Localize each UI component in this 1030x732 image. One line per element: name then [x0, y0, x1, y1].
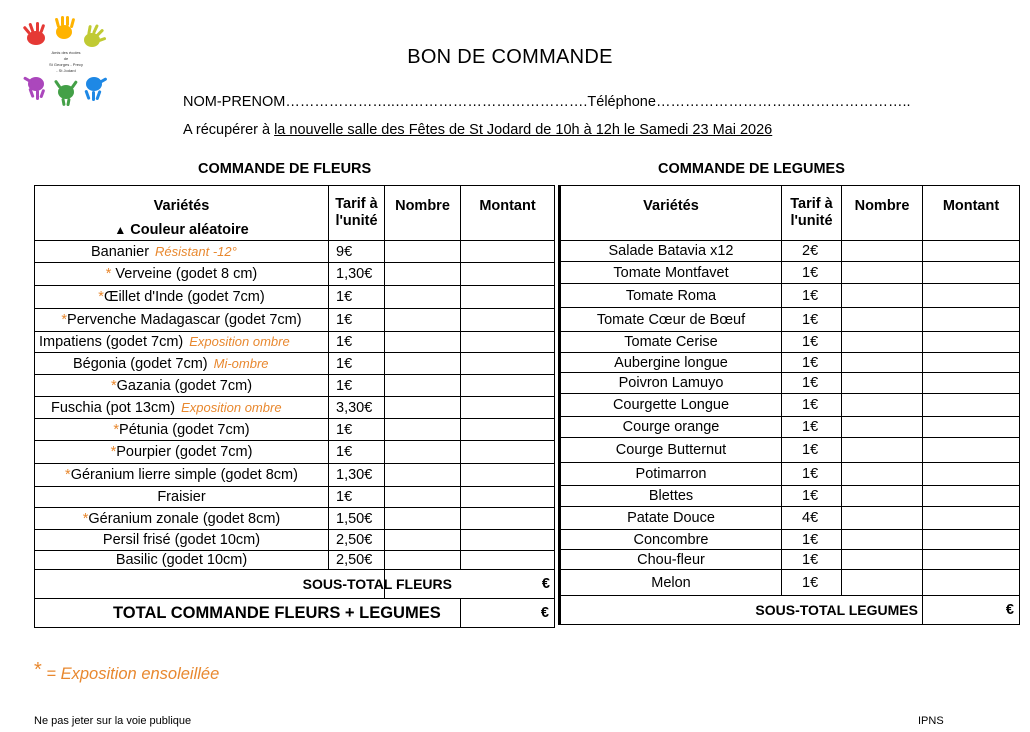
vegetable-variety: Courge Butternut — [560, 438, 782, 463]
flower-name: Verveine (godet 8 cm) — [111, 266, 258, 282]
flower-amount-input[interactable] — [461, 309, 555, 332]
vegetable-price: 1€ — [782, 394, 842, 417]
flower-row — [35, 464, 555, 487]
flower-variety — [35, 551, 329, 570]
legend-text: = Exposition ensoleillée — [41, 665, 220, 683]
page-title — [0, 46, 1030, 69]
flower-amount-input[interactable] — [461, 353, 555, 375]
flower-row — [35, 263, 555, 286]
flower-name: Pétunia (godet 7cm) — [119, 421, 250, 438]
flower-variety — [35, 508, 329, 530]
vegetable-variety: Tomate Roma — [560, 284, 782, 308]
vegetable-amount-input[interactable] — [923, 353, 1020, 373]
flower-row — [35, 551, 555, 570]
flower-variety — [35, 241, 329, 263]
vegetable-amount-input[interactable] — [923, 262, 1020, 284]
footer-left: Ne pas jeter sur la voie publique — [34, 715, 192, 727]
vegetable-quantity-input[interactable] — [842, 332, 923, 353]
vegetable-row — [560, 262, 1020, 284]
flowers-header-tarif: Tarif à l'unité — [329, 186, 385, 241]
random-color-note — [35, 222, 328, 238]
vegetable-price: 1€ — [782, 373, 842, 394]
flower-variety — [35, 332, 329, 353]
flower-name: Gazania (godet 7cm) — [116, 377, 253, 394]
vegetable-variety: Courgette Longue — [560, 394, 782, 417]
flower-note: Exposition ombre — [181, 399, 282, 415]
vegetable-quantity-input[interactable] — [842, 507, 923, 530]
vegetable-price: 1€ — [782, 570, 842, 596]
vegetable-amount-input[interactable] — [923, 570, 1020, 596]
vegetables-subtotal-label: SOUS-TOTAL LEGUMES — [560, 596, 923, 625]
vegetable-variety: Patate Douce — [560, 507, 782, 530]
vegetable-amount-input[interactable] — [923, 308, 1020, 332]
sun-star-icon: * — [110, 377, 117, 394]
flower-name: Pervenche Madagascar (godet 7cm) — [67, 312, 302, 328]
flowers-header-varietes — [35, 186, 329, 241]
vegetable-price: 1€ — [782, 262, 842, 284]
flowers-header-varietes-label: Variétés — [153, 198, 210, 214]
flower-quantity-input[interactable] — [385, 441, 461, 464]
flowers-header-nombre: Nombre — [385, 186, 461, 241]
logo-text: - St Jodard — [56, 68, 76, 73]
flower-price: 1€ — [329, 286, 385, 309]
vegetable-quantity-input[interactable] — [842, 284, 923, 308]
logo-text: St Georges - Precy — [48, 62, 84, 67]
flower-name: Œillet d'Inde (godet 7cm) — [103, 289, 265, 305]
flower-quantity-input[interactable] — [385, 309, 461, 332]
flower-row — [35, 332, 555, 353]
flower-price: 2,50€ — [329, 530, 385, 551]
vegetables-header-varietes: Variétés — [560, 186, 782, 241]
flower-note: Résistant -12° — [155, 243, 237, 259]
vegetables-subtotal-value[interactable]: € — [923, 596, 1020, 625]
vegetable-row — [560, 332, 1020, 353]
grand-total-value[interactable]: € — [461, 599, 555, 628]
vegetable-variety: Tomate Cœur de Bœuf — [560, 308, 782, 332]
flower-name: Persil frisé (godet 10cm) — [102, 532, 261, 548]
vegetable-price: 4€ — [782, 507, 842, 530]
flower-row — [35, 441, 555, 464]
vegetable-row — [560, 550, 1020, 570]
vegetable-variety: Aubergine longue — [560, 353, 782, 373]
sun-exposure-legend — [34, 659, 220, 685]
flower-price: 1,50€ — [329, 508, 385, 530]
vegetable-variety: Tomate Cerise — [560, 332, 782, 353]
sun-star-icon: * — [82, 510, 89, 527]
vegetable-variety: Tomate Montfavet — [560, 262, 782, 284]
vegetable-amount-input[interactable] — [923, 284, 1020, 308]
flower-quantity-input[interactable] — [385, 353, 461, 375]
sun-star-icon: * — [105, 266, 112, 282]
vegetable-row — [560, 530, 1020, 550]
vegetables-table — [558, 185, 1020, 625]
sun-star-icon: * — [61, 312, 68, 328]
flower-quantity-input[interactable] — [385, 263, 461, 286]
vegetable-row — [560, 417, 1020, 438]
footer-right: IPNS — [918, 715, 944, 727]
flower-variety — [35, 419, 329, 441]
flower-amount-input[interactable] — [461, 419, 555, 441]
flower-amount-input[interactable] — [461, 286, 555, 309]
vegetable-price: 1€ — [782, 486, 842, 507]
flower-quantity-input[interactable] — [385, 375, 461, 397]
flower-note: Exposition ombre — [189, 334, 290, 349]
page-title-text: BON DE COMMANDE — [407, 46, 613, 68]
vegetable-row — [560, 570, 1020, 596]
flower-price: 9€ — [329, 241, 385, 263]
vegetable-price: 1€ — [782, 308, 842, 332]
hand-icon — [55, 16, 75, 39]
flower-amount-input[interactable] — [461, 332, 555, 353]
name-field[interactable]: …………………..…………………………………. — [285, 94, 588, 110]
vegetable-quantity-input[interactable] — [842, 550, 923, 570]
flower-amount-input[interactable] — [461, 508, 555, 530]
name-phone-line — [183, 94, 911, 110]
phone-field[interactable]: …………………………………………….. — [655, 94, 911, 110]
vegetable-quantity-input[interactable] — [842, 417, 923, 438]
vegetable-quantity-input[interactable] — [842, 463, 923, 486]
flower-price: 1€ — [329, 332, 385, 353]
vegetable-row — [560, 486, 1020, 507]
vegetable-variety: Melon — [560, 570, 782, 596]
flower-price: 1€ — [329, 419, 385, 441]
flower-row — [35, 508, 555, 530]
vegetable-price: 1€ — [782, 463, 842, 486]
flowers-subtotal-label: SOUS-TOTAL FLEURS — [302, 576, 452, 592]
hand-icon — [84, 77, 107, 101]
vegetable-variety: Courge orange — [560, 417, 782, 438]
vegetable-variety: Chou-fleur — [560, 550, 782, 570]
flower-row — [35, 487, 555, 508]
sun-star-icon: * — [110, 444, 117, 460]
sun-star-icon: * — [65, 467, 71, 483]
vegetable-amount-input[interactable] — [923, 417, 1020, 438]
vegetable-amount-input[interactable] — [923, 394, 1020, 417]
flower-amount-input[interactable] — [461, 241, 555, 263]
flower-variety — [35, 286, 329, 309]
flower-variety — [35, 263, 329, 286]
vegetable-amount-input[interactable] — [923, 241, 1020, 262]
vegetable-variety: Poivron Lamuyo — [560, 373, 782, 394]
vegetable-row — [560, 353, 1020, 373]
flower-amount-input[interactable] — [461, 551, 555, 570]
flower-price: 1,30€ — [329, 263, 385, 286]
pickup-line — [183, 122, 772, 138]
flower-amount-input[interactable] — [461, 487, 555, 508]
vegetable-row — [560, 507, 1020, 530]
flowers-table — [34, 185, 555, 628]
flower-row — [35, 353, 555, 375]
flower-variety — [35, 464, 329, 487]
flower-variety — [35, 441, 329, 464]
flower-amount-input[interactable] — [461, 263, 555, 286]
flower-quantity-input[interactable] — [385, 419, 461, 441]
vegetable-variety: Potimarron — [560, 463, 782, 486]
flower-row — [35, 241, 555, 263]
flower-amount-input[interactable] — [461, 464, 555, 487]
flower-name: Pourpier (godet 7cm) — [116, 444, 253, 460]
vegetable-price: 2€ — [782, 241, 842, 262]
vegetable-quantity-input[interactable] — [842, 353, 923, 373]
flower-amount-input[interactable] — [461, 441, 555, 464]
sun-star-icon: * — [98, 289, 104, 305]
flower-quantity-input[interactable] — [385, 530, 461, 551]
vegetable-variety: Concombre — [560, 530, 782, 550]
vegetable-quantity-input[interactable] — [842, 373, 923, 394]
hand-icon — [23, 76, 45, 100]
flower-variety — [35, 309, 329, 332]
hand-icon — [54, 80, 78, 106]
flower-price: 1€ — [329, 441, 385, 464]
vegetable-amount-input[interactable] — [923, 507, 1020, 530]
flower-row — [35, 530, 555, 551]
vegetable-quantity-input[interactable] — [842, 394, 923, 417]
sun-star-icon: * — [113, 421, 120, 438]
flower-row — [35, 397, 555, 419]
vegetable-row — [560, 438, 1020, 463]
vegetable-quantity-input[interactable] — [842, 308, 923, 332]
hand-icon — [23, 22, 46, 45]
flower-name: Bégonia (godet 7cm) — [73, 355, 208, 372]
vegetable-row — [560, 373, 1020, 394]
vegetables-header-nombre: Nombre — [842, 186, 923, 241]
vegetables-section-title: COMMANDE DE LEGUMES — [658, 161, 845, 177]
vegetable-price: 1€ — [782, 332, 842, 353]
vegetable-price: 1€ — [782, 550, 842, 570]
flower-name: Géranium lierre simple (godet 8cm) — [70, 467, 298, 483]
flower-note: Mi-ombre — [213, 355, 269, 371]
flower-quantity-input[interactable] — [385, 551, 461, 570]
flower-variety — [35, 353, 329, 375]
flower-quantity-input[interactable] — [385, 332, 461, 353]
flower-price: 1€ — [329, 353, 385, 375]
vegetable-price: 1€ — [782, 353, 842, 373]
vegetable-amount-input[interactable] — [923, 463, 1020, 486]
vegetable-price: 1€ — [782, 530, 842, 550]
flower-row — [35, 309, 555, 332]
flower-quantity-input[interactable] — [385, 286, 461, 309]
phone-label: Téléphone — [587, 94, 656, 110]
vegetable-variety: Blettes — [560, 486, 782, 507]
vegetable-price: 1€ — [782, 284, 842, 308]
vegetables-header-tarif: Tarif à l'unité — [782, 186, 842, 241]
flowers-header-montant: Montant — [461, 186, 555, 241]
vegetable-amount-input[interactable] — [923, 550, 1020, 570]
flower-variety — [35, 487, 329, 508]
vegetable-variety: Salade Batavia x12 — [560, 241, 782, 262]
flower-name: Impatiens (godet 7cm) — [39, 334, 184, 350]
flower-price: 1,30€ — [329, 464, 385, 487]
flower-quantity-input[interactable] — [385, 487, 461, 508]
vegetable-quantity-input[interactable] — [842, 530, 923, 550]
vegetable-row — [560, 284, 1020, 308]
vegetable-quantity-input[interactable] — [842, 262, 923, 284]
flower-name: Bananier — [91, 243, 150, 260]
name-label: NOM-PRENOM — [183, 94, 286, 110]
flower-price: 1€ — [329, 487, 385, 508]
vegetable-row — [560, 463, 1020, 486]
flower-quantity-input[interactable] — [385, 241, 461, 263]
flower-variety — [35, 375, 329, 397]
hand-icon — [84, 24, 106, 47]
vegetable-quantity-input[interactable] — [842, 438, 923, 463]
random-color-label: Couleur aléatoire — [130, 222, 249, 238]
vegetable-amount-input[interactable] — [923, 332, 1020, 353]
vegetable-row — [560, 394, 1020, 417]
flower-quantity-input[interactable] — [385, 508, 461, 530]
flower-variety — [35, 397, 329, 419]
flower-price: 3,30€ — [329, 397, 385, 419]
vegetable-price: 1€ — [782, 417, 842, 438]
flower-name: Fuschia (pot 13cm) — [51, 399, 176, 416]
vegetable-row — [560, 241, 1020, 262]
vegetable-quantity-input[interactable] — [842, 486, 923, 507]
warning-icon: ▲ — [114, 223, 127, 237]
flower-quantity-input[interactable] — [385, 397, 461, 419]
flower-variety — [35, 530, 329, 551]
flower-row — [35, 286, 555, 309]
vegetable-quantity-input[interactable] — [842, 241, 923, 262]
vegetables-header-montant: Montant — [923, 186, 1020, 241]
flower-price: 1€ — [329, 375, 385, 397]
vegetable-quantity-input[interactable] — [842, 570, 923, 596]
legend-star: * — [34, 659, 42, 681]
flower-quantity-input[interactable] — [385, 464, 461, 487]
flower-amount-input[interactable] — [461, 375, 555, 397]
vegetable-amount-input[interactable] — [923, 530, 1020, 550]
flower-amount-input[interactable] — [461, 397, 555, 419]
flower-row — [35, 419, 555, 441]
flowers-section-title: COMMANDE DE FLEURS — [198, 161, 372, 177]
flower-price: 2,50€ — [329, 551, 385, 570]
flower-price: 1€ — [329, 309, 385, 332]
vegetable-price: 1€ — [782, 438, 842, 463]
flower-name: Géranium zonale (godet 8cm) — [88, 510, 281, 527]
vegetable-amount-input[interactable] — [923, 373, 1020, 394]
vegetable-amount-input[interactable] — [923, 438, 1020, 463]
pickup-prefix: A récupérer à — [183, 122, 275, 138]
flowers-subtotal-value[interactable]: € — [541, 576, 550, 592]
flowers-subtotal-cell-border — [384, 570, 479, 599]
vegetable-row — [560, 308, 1020, 332]
logo-text: Amis des écoles — [51, 50, 81, 55]
logo-text: de — [63, 56, 69, 61]
flower-row — [35, 375, 555, 397]
pickup-location: la nouvelle salle des Fêtes de St Jodard de 10h à 12h le Samedi 23 Mai 2026 — [274, 122, 773, 138]
flower-name: Fraisier — [157, 489, 206, 505]
flower-amount-input[interactable] — [461, 530, 555, 551]
vegetable-amount-input[interactable] — [923, 486, 1020, 507]
grand-total-label: TOTAL COMMANDE FLEURS + LEGUMES — [35, 599, 461, 628]
flower-name: Basilic (godet 10cm) — [115, 552, 248, 568]
